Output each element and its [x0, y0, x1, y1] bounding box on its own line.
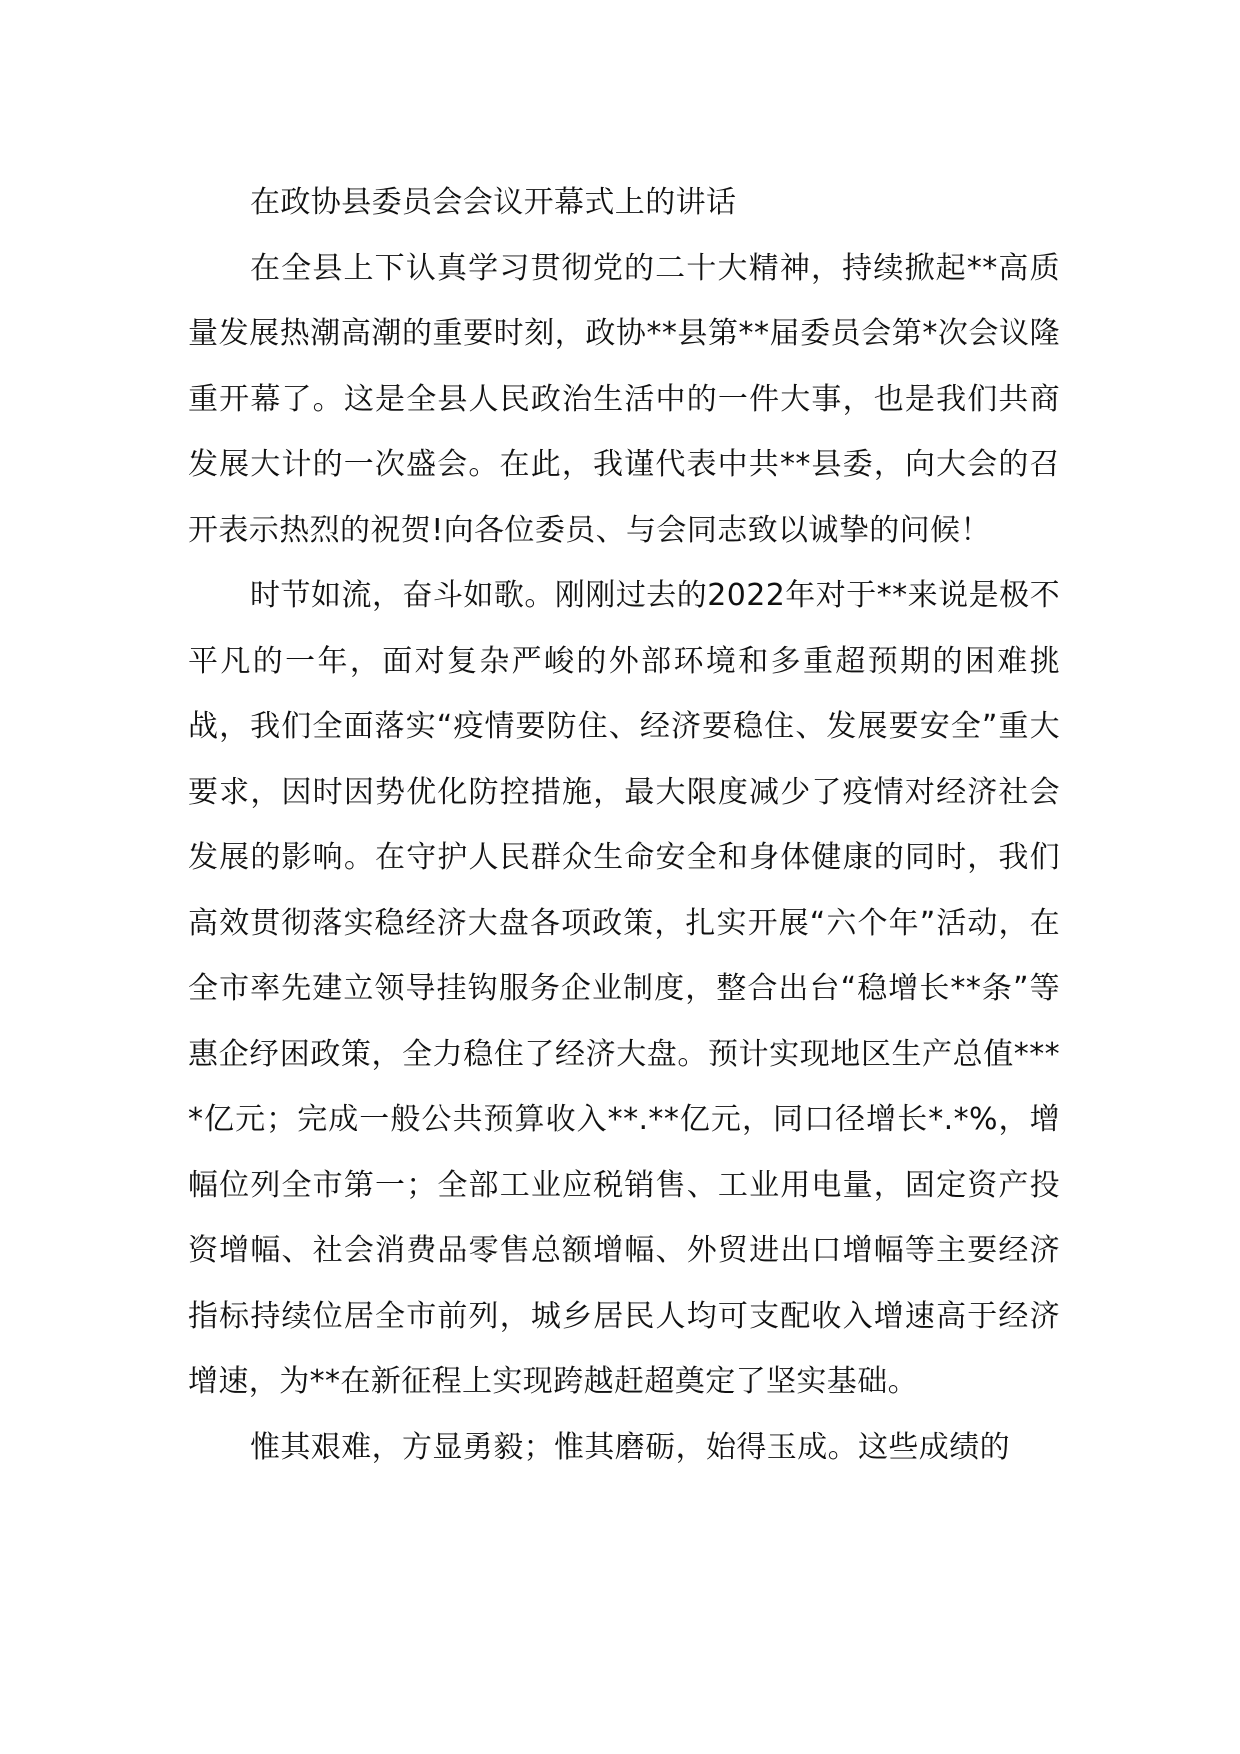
document-body	[188, 170, 1060, 1480]
document-title: 在政协县委员会会议开幕式上的讲话	[250, 185, 737, 220]
paragraph-opening: 在全县上下认真学习贯彻党的二十大精神，持续掀起**高质量发展热潮高潮的重要时刻，政协**县第**届委员会第*次会议隆重开幕了。这是全县人民政治生活中的一件大事，也是我们共商发展大计的一次盛会。在此，我谨代表中共**县委，向大会的召开表示热烈的祝贺!向各位委员、与会同志致以诚挚的问候！	[188, 250, 1060, 548]
paragraph-achievements: 惟其艰难，方显勇毅；惟其磨砺，始得玉成。这些成绩的	[250, 1429, 1010, 1465]
paragraph-review-2022: 时节如流，奋斗如歌。刚刚过去的2022年对于**来说是极不平凡的一年，面对复杂严峻的外部环境和多重超预期的困难挑战，我们全面落实“疫情要防住、经济要稳住、发展要安全”重大要求，因时因势优化防控措施，最大限度减少了疫情对经济社会发展的影响。在守护人民群众生命安全和身体健康的同时，我们高效贯彻落实稳经济大盘各项政策，扎实开展“六个年”活动，在全市率先建立领导挂钩服务企业制度，整合出台“稳增长**条”等惠企纾困政策，全力稳住了经济大盘。预计实现地区生产总值****亿元；完成一般公共预算收入**.**亿元，同口径增长*.*%，增幅位列全市第一；全部工业应税销售、工业用电量，固定资产投资增幅、社会消费品零售总额增幅、外贸进出口增幅等主要经济指标持续位居全市前列，城乡居民人均可支配收入增速高于经济增速，为**在新征程上实现跨越赶超奠定了坚实基础。	[188, 578, 1060, 1399]
